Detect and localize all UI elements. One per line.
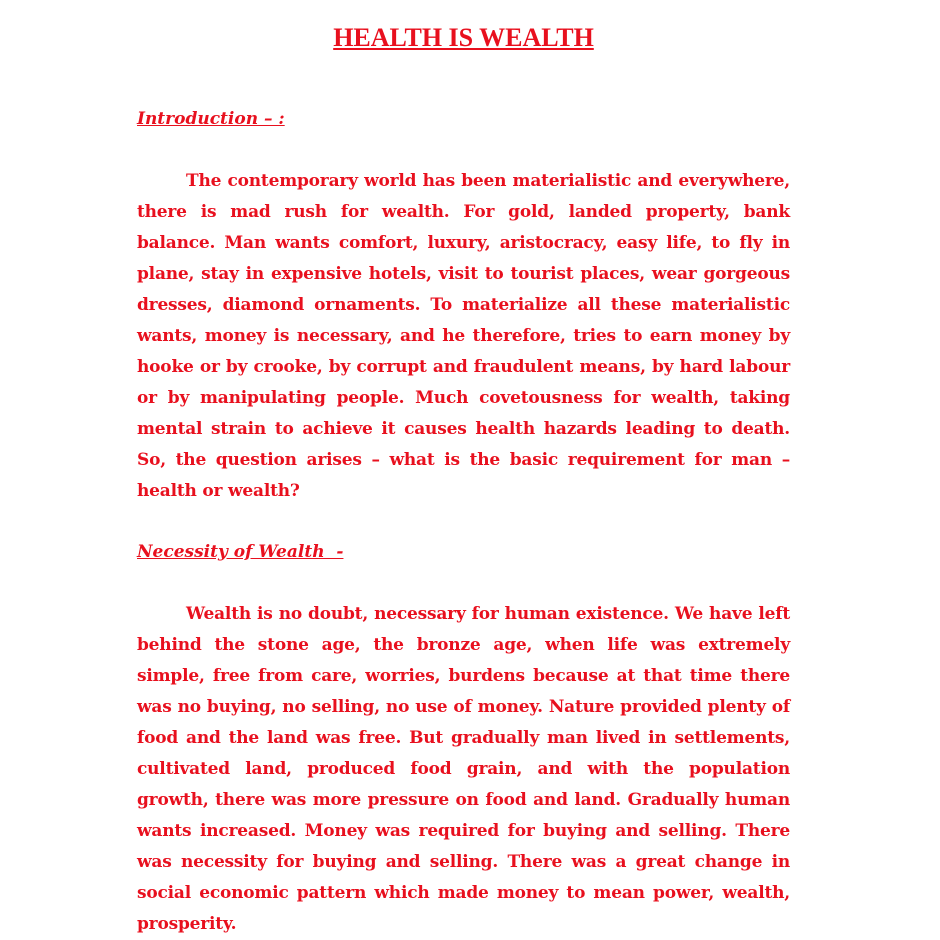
- document-title: HEALTH IS WEALTH: [333, 23, 594, 52]
- section-heading-necessity-of-wealth: Necessity of Wealth -: [137, 542, 344, 562]
- section-paragraph-necessity-of-wealth: Wealth is no doubt, necessary for human existence. We have left behind the stone age, the bronze age, when life was extremely simple, free from care, worries, burdens because at that time there was no buying, no selling, no use of money. Nature provided plenty of food and the land was free. But gradually man lived in settlements, cultivated land, produced food grain, and with the population growth, there was more pressure on food and land. Gradually human wants increased. Money was required for buying and selling. There was necessity for buying and selling. There was a great change in social economic pattern which made money to mean power, wealth, prosperity.: [137, 604, 790, 934]
- section-paragraph-introduction: The contemporary world has been materialistic and everywhere, there is mad rush for wealth. For gold, landed property, bank balance. Man wants comfort, luxury, aristocracy, easy life, to fly in plane, stay in expensive hotels, visit to tourist places, wear gorgeous dresses, diamond ornaments. To materialize all these materialistic wants, money is necessary, and he therefore, tries to earn money by hooke or by crooke, by corrupt and fraudulent means, by hard labour or by manipulating people. Much covetousness for wealth, taking mental strain to achieve it causes health hazards leading to death. So, the question arises – what is the basic requirement for man – health or wealth?: [137, 171, 790, 501]
- section-heading-introduction: Introduction – :: [137, 109, 285, 129]
